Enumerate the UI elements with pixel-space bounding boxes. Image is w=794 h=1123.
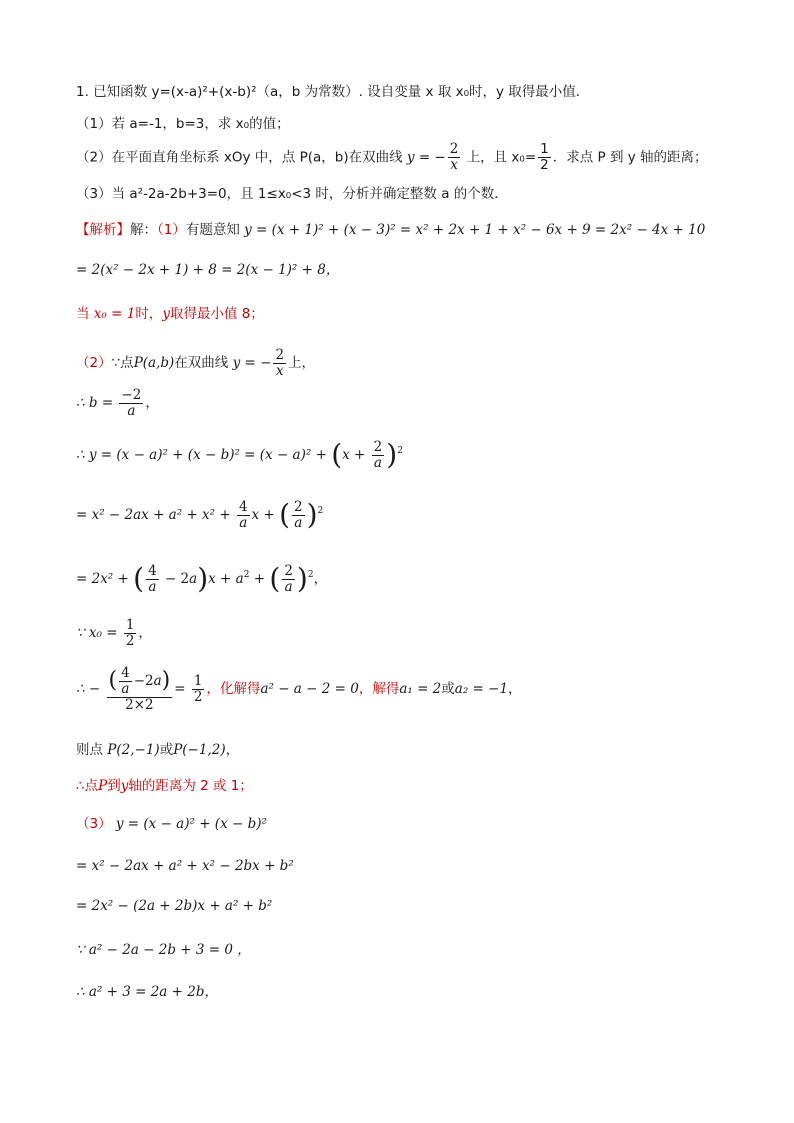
solution-part3-line3: = 2x² − (2a + 2b)x + a² + b²: [76, 898, 273, 914]
solution-part3-line1: （3） y = (x − a)² + (x − b)²: [76, 816, 267, 832]
solution-part2-line3: ∴ y = (x − a)² + (x − b)² = (x − a)² + (x + $\frac{2}{a}$ )$^2$: [76, 438, 403, 472]
solution-part3-line2: = x² − 2ax + a² + x² − 2bx + b²: [76, 858, 294, 874]
problem-part1: （1）若 a=-1，b=3，求 x₀的值；: [76, 116, 290, 132]
solution-part2-line9: ∴点P到y轴的距离为 2 或 1；: [76, 778, 253, 794]
solution-part1-line2: = 2(x² − 2x + 1) + 8 = 2(x − 1)² + 8，: [76, 262, 340, 278]
solution-part2-line8: 则点 P(2,−1)或P(−1,2)，: [76, 742, 240, 758]
problem-stem: 1. 已知函数 y=(x-a)²+(x-b)²（a，b 为常数）. 设自变量 x 取 x₀时，y 取得最小值．: [76, 84, 590, 100]
solution-part2-line4: = x² − 2ax + a² + x² + $\frac{4}{a}$ x + ( $\frac{2}{a}$ )$^2$: [76, 498, 324, 532]
solution-part1-line1: 【解析】解：（1）有题意知 y = (x + 1)² + (x − 3)² = x² + 2x + 1 + x² − 6x + 9 = 2x² − 4x + 10: [76, 222, 706, 238]
solution-part2-line2: ∴ b = $\frac{-2}{a}$ ，: [76, 387, 159, 419]
solution-part1-line3: 当 x₀ = 1时，y取得最小值 8；: [76, 306, 264, 322]
problem-part2: （2）在平面直角坐标系 xOy 中，点 P(a，b)在双曲线 y = − $\frac{2}{x}$ 上，且 x₀= $\frac{1}{2}$ ．求点 P 到 y 轴的距离；: [76, 141, 708, 173]
solution-part3-line5: ∴ a² + 3 = 2a + 2b，: [76, 984, 218, 1000]
problem-part3: （3）当 a²-2a-2b+3=0，且 1≤x₀<3 时，分析并确定整数 a 的个数．: [76, 186, 508, 202]
solution-part2-line5: = 2x² + ( $\frac{4}{a}$ − $2a)x + a^2$ + ( $\frac{2}{a}$ )$^2$，: [76, 562, 328, 596]
solution-part2-line7: ∴ − ( $\frac{4}{a}$ −2a) 2×2 = $\frac{1}{2}$ ，化解得a² − a − 2 = 0，解得a₁ = 2或a₂ = −1，: [76, 665, 522, 713]
solution-part2-line6: ∵ x₀ = $\frac{1}{2}$ ，: [76, 617, 152, 649]
solution-part2-line1: （2）∵点P(a,b)在双曲线 y = − $\frac{2}{x}$ 上，: [76, 347, 316, 379]
solution-part3-line4: ∵ a² − 2a − 2b + 3 = 0 ，: [76, 942, 251, 958]
